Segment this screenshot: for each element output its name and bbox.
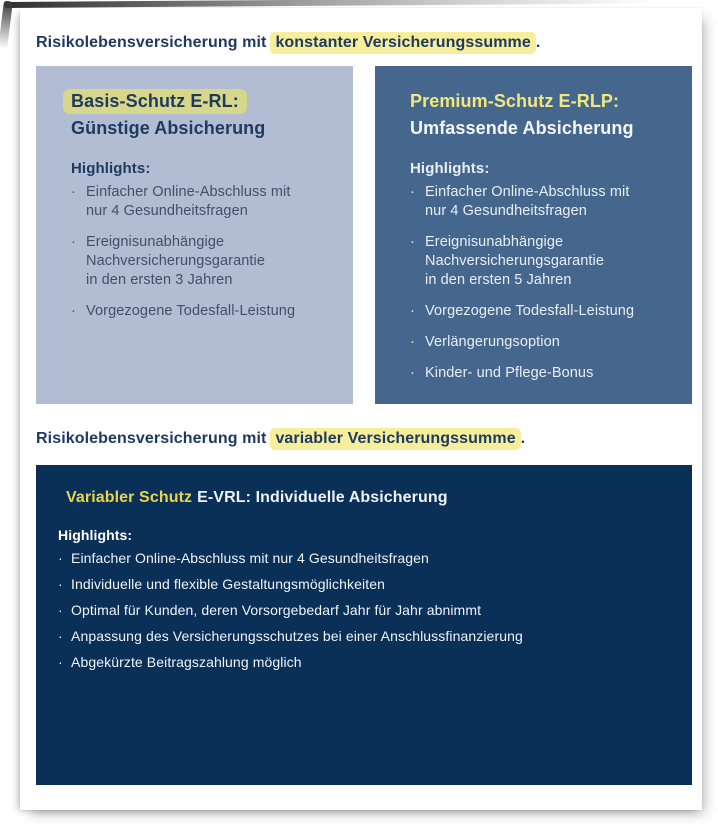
premium-card-subtitle: Umfassende Absicherung xyxy=(410,118,634,138)
list-item xyxy=(410,302,676,321)
bullet-text: Vorgezogene Todesfall-Leistung xyxy=(86,303,296,319)
section1-heading-highlight: konstanter Versicherungssumme xyxy=(270,32,535,54)
photo-border-corner xyxy=(0,1,13,50)
section2-heading-suffix: . xyxy=(520,430,526,447)
bullet-text: Kinder- und Pflege-Bonus xyxy=(425,365,594,381)
list-item xyxy=(58,601,668,619)
bullet-icon: · xyxy=(410,184,415,200)
bullet-icon: · xyxy=(58,602,63,618)
bullet-text: Abgekürzte Beitragszahlung möglich xyxy=(71,654,302,670)
basis-schutz-card xyxy=(36,66,353,404)
basis-bullet-list xyxy=(71,183,337,321)
basis-card-title xyxy=(71,88,337,142)
bullet-text: Nachversicherungsgarantie xyxy=(425,253,605,269)
bullet-text: nur 4 Gesundheitsfragen xyxy=(425,203,587,219)
basis-card-subtitle: Günstige Absicherung xyxy=(71,118,266,138)
variabler-schutz-card xyxy=(36,465,692,785)
bullet-icon: · xyxy=(58,550,63,566)
bullet-icon: · xyxy=(71,234,76,250)
bullet-text: Optimal für Kunden, deren Vorsorgebedarf Jahr für Jahr abnimmt xyxy=(71,602,482,618)
section1-heading-prefix: Risikolebensversicherung mit xyxy=(36,34,267,51)
list-item xyxy=(410,333,676,352)
variabler-card-title-rest: E-VRL: Individuelle Absicherung xyxy=(197,489,448,506)
list-item xyxy=(71,183,337,221)
variabler-card-title xyxy=(66,487,668,509)
list-item xyxy=(58,627,668,645)
constant-sum-cards-row xyxy=(36,66,692,404)
list-item xyxy=(410,183,676,221)
premium-bullet-list xyxy=(410,183,676,383)
bullet-text: Nachversicherungsgarantie xyxy=(86,253,266,269)
premium-schutz-card xyxy=(375,66,692,404)
content-page xyxy=(20,8,702,810)
section2-heading-highlight: variabler Versicherungssumme xyxy=(270,428,520,450)
bullet-text: Einfacher Online-Abschluss mit xyxy=(425,184,630,200)
photo-border-top xyxy=(4,0,654,8)
bullet-icon: · xyxy=(58,654,63,670)
bullet-icon: · xyxy=(71,184,76,200)
basis-card-title-highlight: Basis-Schutz E-RL: xyxy=(63,89,247,114)
list-item xyxy=(410,233,676,290)
premium-card-title-yellow: Premium-Schutz E-RLP: xyxy=(410,91,620,111)
bullet-text: Verlängerungsoption xyxy=(425,334,560,350)
bullet-text: Ereignisunabhängige xyxy=(425,234,564,250)
bullet-text: nur 4 Gesundheitsfragen xyxy=(86,203,248,219)
variabler-highlights-label: Highlights: xyxy=(58,527,133,543)
bullet-text: in den ersten 3 Jahren xyxy=(86,272,233,288)
basis-highlights-label: Highlights: xyxy=(71,160,151,177)
bullet-icon: · xyxy=(58,628,63,644)
bullet-text: Anpassung des Versicherungsschutzes bei einer Anschlussfinanzierung xyxy=(71,628,523,644)
bullet-icon: · xyxy=(410,234,415,250)
section2-heading-prefix: Risikolebensversicherung mit xyxy=(36,430,267,447)
bullet-icon: · xyxy=(410,334,415,350)
list-item xyxy=(58,653,668,671)
bullet-text: Einfacher Online-Abschluss mit nur 4 Gesundheitsfragen xyxy=(71,550,429,566)
bullet-text: Vorgezogene Todesfall-Leistung xyxy=(425,303,635,319)
bullet-text: Ereignisunabhängige xyxy=(86,234,225,250)
section1-heading-suffix: . xyxy=(535,34,541,51)
list-item xyxy=(58,549,668,567)
bullet-icon: · xyxy=(410,303,415,319)
premium-highlights-label: Highlights: xyxy=(410,160,490,177)
list-item xyxy=(71,302,337,321)
list-item xyxy=(58,575,668,593)
bullet-icon: · xyxy=(410,365,415,381)
section2-heading xyxy=(36,428,692,450)
list-item xyxy=(410,364,676,383)
variabler-card-title-gold: Variabler Schutz xyxy=(66,489,193,506)
bullet-icon: · xyxy=(58,576,63,592)
section1-heading xyxy=(36,32,692,54)
bullet-text: in den ersten 5 Jahren xyxy=(425,272,572,288)
premium-card-title xyxy=(410,88,676,142)
bullet-text: Einfacher Online-Abschluss mit xyxy=(86,184,291,200)
list-item xyxy=(71,233,337,290)
bullet-icon: · xyxy=(71,303,76,319)
bullet-text: Individuelle und flexible Gestaltungsmöglichkeiten xyxy=(71,576,385,592)
variabler-bullet-list xyxy=(58,549,668,671)
